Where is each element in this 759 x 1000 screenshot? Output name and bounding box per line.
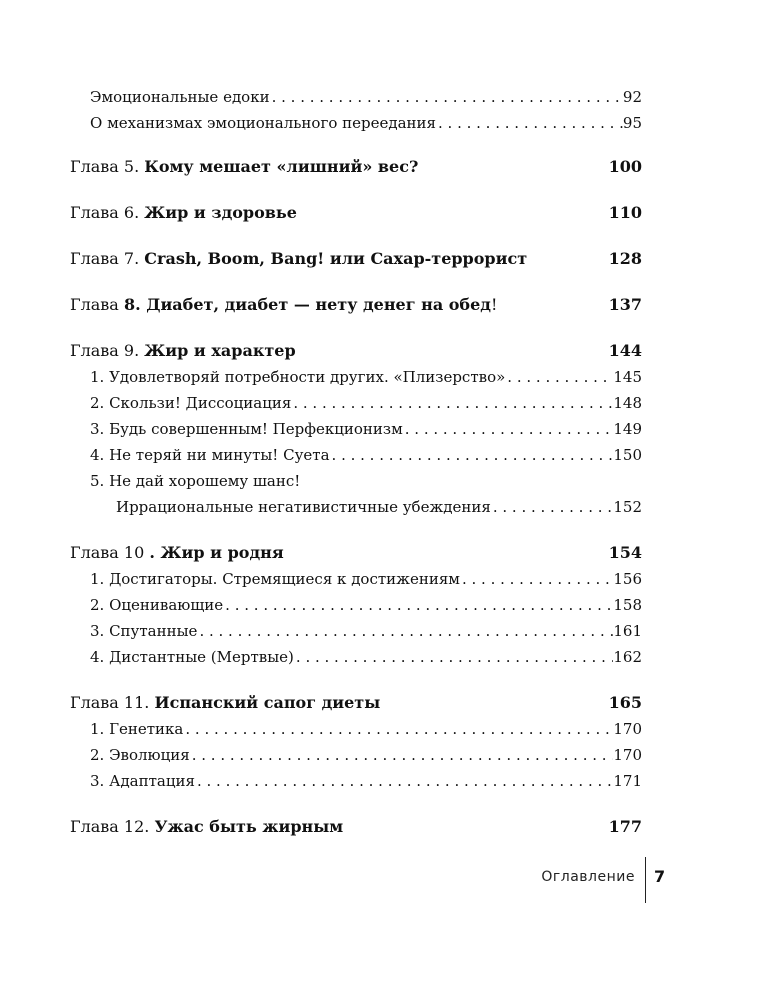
toc-entry-page: 152: [613, 498, 642, 516]
chapter-page: 165: [608, 693, 642, 712]
toc-entry-label: О механизмах эмоционального переедания: [90, 114, 436, 132]
leader-dots: [436, 110, 623, 136]
toc-entry-page: 95: [622, 114, 642, 132]
chapter-page: 177: [608, 817, 642, 836]
chapter-title: Испанский сапог диеты: [154, 693, 381, 712]
page-footer: [0, 857, 759, 903]
toc-entry[interactable]: [70, 716, 642, 742]
chapter-9-heading[interactable]: [70, 338, 642, 364]
toc-entry[interactable]: [70, 592, 642, 618]
chapter-prefix: Глава 12.: [70, 817, 150, 836]
chapter-7-heading[interactable]: [70, 246, 642, 272]
chapter-page: 154: [608, 543, 642, 562]
leader-dots: [491, 494, 614, 520]
toc-entry-label: 5. Не дай хорошему шанс!: [90, 472, 301, 490]
toc-entry-label: 2. Скользи! Диссоциация: [90, 394, 292, 412]
leader-dots: [460, 566, 613, 592]
leader-dots: [197, 618, 613, 644]
page-number: 7: [654, 867, 666, 886]
toc-entry-page: 150: [613, 446, 642, 464]
leader-dots: [291, 390, 613, 416]
toc-entry-page: 92: [622, 88, 642, 106]
toc-entry-label: Иррациональные негативистичные убеждения: [116, 498, 491, 516]
toc-entry-page: 148: [613, 394, 642, 412]
toc-entry-label: 4. Дистантные (Мертвые): [90, 648, 294, 666]
toc-entry-label: 1. Генетика: [90, 720, 184, 738]
chapter-title: Ужас быть жирным: [154, 817, 344, 836]
toc-entry-label: 2. Оценивающие: [90, 596, 224, 614]
toc-entry[interactable]: [70, 644, 642, 670]
toc-entry-label: 1. Удовлетворяй потребности других. «Плизерство»: [90, 368, 506, 386]
leader-dots: [505, 364, 613, 390]
toc-entry[interactable]: [70, 390, 642, 416]
toc-entry-page: 170: [613, 746, 642, 764]
chapter-title: . Жир и родня: [149, 543, 284, 562]
toc-entry-page: 162: [613, 648, 642, 666]
chapter-6-heading[interactable]: [70, 200, 642, 226]
chapter-page: 100: [608, 157, 642, 176]
toc-entry-label: 3. Спутанные: [90, 622, 198, 640]
toc-entry-label: 3. Адаптация: [90, 772, 195, 790]
toc-entry-page: 149: [613, 420, 642, 438]
toc-entry[interactable]: [70, 364, 642, 390]
toc-entry[interactable]: [70, 768, 642, 794]
chapter-prefix: Глава 11.: [70, 693, 150, 712]
chapter-prefix: Глава 9.: [70, 341, 140, 360]
toc-entry-label: 1. Достигаторы. Стремящиеся к достижениям: [90, 570, 460, 588]
chapter-prefix: Глава 7.: [70, 249, 140, 268]
toc-entry-label: 2. Эволюция: [90, 746, 190, 764]
toc-entry-label: 3. Будь совершенным! Перфекционизм: [90, 420, 403, 438]
chapter-prefix: Глава 10: [70, 543, 145, 562]
chapter-prefix: Глава 6.: [70, 203, 140, 222]
toc-entry[interactable]: [70, 742, 642, 768]
chapter-page: 128: [608, 249, 642, 268]
toc-entry-page: 161: [613, 622, 642, 640]
running-section-title: Оглавление: [541, 869, 635, 885]
chapter-title: Жир и характер: [144, 341, 296, 360]
toc-entry-page: 170: [613, 720, 642, 738]
chapter-12-heading[interactable]: [70, 814, 642, 840]
chapter-5-heading[interactable]: [70, 154, 642, 180]
toc-entry-continuation[interactable]: [70, 494, 642, 520]
leader-dots: [195, 768, 613, 794]
chapter-page: 137: [608, 295, 642, 314]
toc-entry[interactable]: [70, 566, 642, 592]
toc-entry[interactable]: [70, 618, 642, 644]
chapter-page: 110: [608, 203, 642, 222]
chapter-title: Crash, Boom, Bang! или Сахар-террорист: [144, 249, 528, 268]
leader-dots: [183, 716, 613, 742]
toc-entry[interactable]: [70, 84, 642, 110]
toc-entry[interactable]: [70, 468, 642, 494]
leader-dots: [270, 84, 623, 110]
toc-entry[interactable]: [70, 416, 642, 442]
chapter-10-heading[interactable]: [70, 540, 642, 566]
toc-entry[interactable]: [70, 110, 642, 136]
leader-dots: [330, 442, 614, 468]
chapter-11-heading[interactable]: [70, 690, 642, 716]
chapter-prefix: Глава 5.: [70, 157, 140, 176]
table-of-contents: [70, 84, 642, 840]
toc-entry-label: 4. Не теряй ни минуты! Суета: [90, 446, 330, 464]
chapter-8-heading[interactable]: [70, 292, 642, 318]
chapter-title-suffix: !: [490, 295, 498, 314]
leader-dots: [403, 416, 614, 442]
toc-entry-page: 171: [613, 772, 642, 790]
leader-dots: [294, 644, 613, 670]
toc-entry-page: 158: [613, 596, 642, 614]
toc-entry-page: 156: [613, 570, 642, 588]
toc-entry[interactable]: [70, 442, 642, 468]
footer-divider: [645, 857, 646, 903]
chapter-title: Жир и здоровье: [144, 203, 297, 222]
toc-entry-page: 145: [613, 368, 642, 386]
chapter-prefix: Глава: [70, 295, 119, 314]
leader-dots: [223, 592, 613, 618]
chapter-title: Кому мешает «лишний» вес?: [144, 157, 419, 176]
chapter-title: 8. Диабет, диабет — нету денег на обед: [123, 295, 491, 314]
chapter-page: 144: [608, 341, 642, 360]
leader-dots: [190, 742, 614, 768]
toc-entry-label: Эмоциональные едоки: [90, 88, 270, 106]
